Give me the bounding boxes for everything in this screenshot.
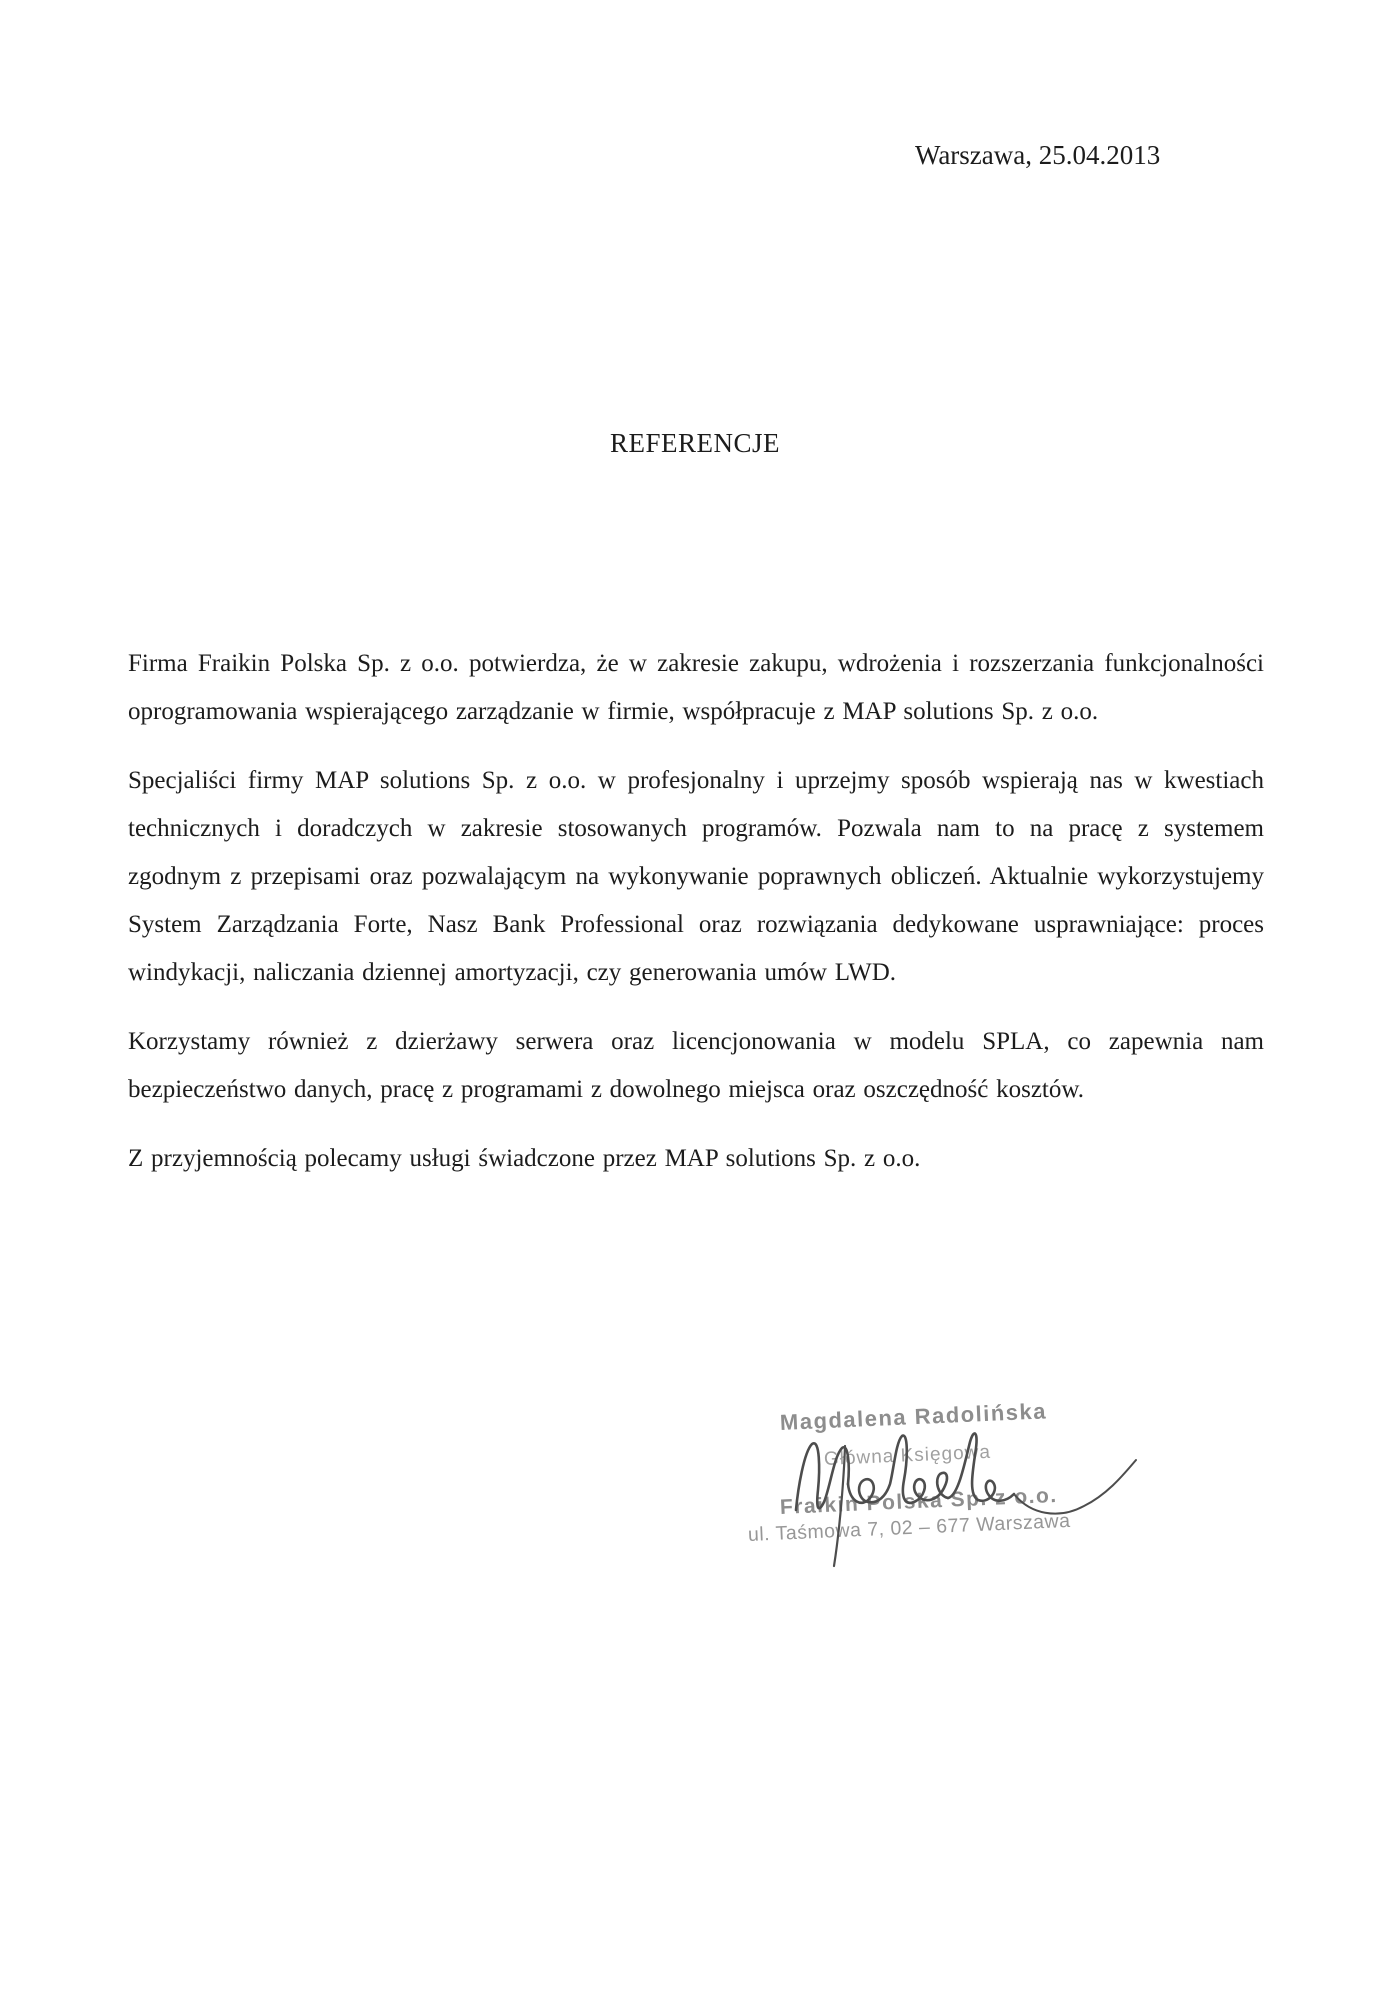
stamp-signer-role: Główna Księgowa [823,1441,992,1470]
handwritten-signature [768,1418,1153,1573]
dateline: Warszawa, 25.04.2013 [915,140,1161,170]
stamp-signer-name: Magdalena Radolińska [779,1398,1048,1435]
stamp-company-address: ul. Taśmowa 7, 02 – 677 Warszawa [747,1509,1071,1546]
stamp-company-name: Fraikin Polska Sp. z o.o. [779,1483,1059,1519]
paragraph-2: Specjaliści firmy MAP solutions Sp. z o.o. w profesjonalny i uprzejmy sposób wspierają nas w kwestiach technicznych i doradczych w zakresie stosowanych programów. Pozwala nam to na pracę z systemem zgodnym z przepisami oraz pozwalającym na wykonywanie poprawnych obliczeń. Aktualnie wykorzystujemy System Zarządzania Forte, Nasz Bank Professional oraz rozwiązania dedykowane usprawniające: proces windykacji, naliczania dziennej amortyzacji, czy generowania umów LWD. [128,767,1264,986]
paragraph-4: Z przyjemnością polecamy usługi świadczone przez MAP solutions Sp. z o.o. [128,1145,921,1172]
document-title: REFERENCJE [609,428,781,458]
letter-body [128,640,1264,1204]
paragraph-3: Korzystamy również z dzierżawy serwera oraz licencjonowania w modelu SPLA, co zapewnia nam bezpieczeństwo danych, pracę z programami z dowolnego miejsca oraz oszczędność kosztów. [128,1028,1264,1103]
paragraph-1: Firma Fraikin Polska Sp. z o.o. potwierdza, że w zakresie zakupu, wdrożenia i rozszerzania funkcjonalności oprogramowania wspierającego zarządzanie w firmie, współpracuje z MAP solutions Sp. z o.o. [128,650,1264,725]
